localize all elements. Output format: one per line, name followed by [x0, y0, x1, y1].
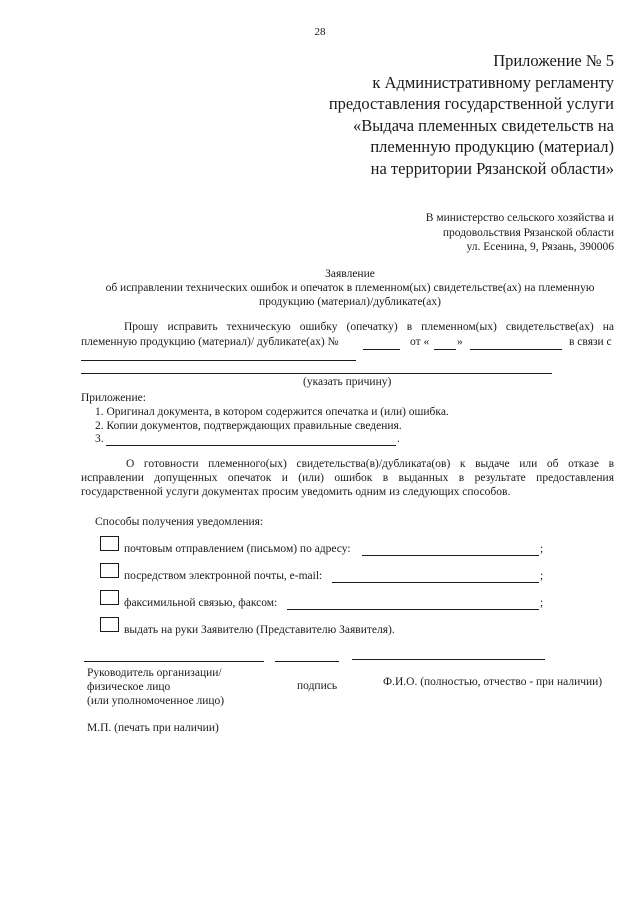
email-option-label: посредством электронной почты, e-mail: [124, 570, 323, 582]
methods-label: Способы получения уведомления: [95, 516, 264, 528]
full-name-line[interactable] [352, 659, 545, 660]
attachment-item: 3. [95, 433, 104, 445]
email-field[interactable] [332, 582, 539, 583]
date-quote-close: » [457, 336, 463, 348]
in-person-checkbox[interactable] [100, 617, 119, 632]
title-heading: Заявление [325, 268, 375, 280]
notification-line-3: государственной услуги документах просим уведомить одним из следующих способов. [81, 486, 511, 498]
fax-option-label: факсимильной связью, факсом: [124, 597, 278, 609]
request-line-1: Прошу исправить техническую ошибку (опечатку) в племенном(ых) свидетельстве(ах) на [124, 321, 614, 333]
in-connection-label: в связи с [569, 336, 612, 348]
head-label [87, 666, 224, 708]
fax-option-end: ; [540, 597, 544, 609]
addressee-block [426, 211, 614, 255]
in-person-option-label: выдать на руки Заявителю (Представителю Заявителя). [124, 624, 395, 636]
attachment-item: 1. Оригинал документа, в котором содержится опечатка и (или) ошибка. [95, 406, 449, 418]
stamp-label: М.П. (печать при наличии) [87, 722, 219, 734]
title-line: об исправлении технических ошибок и опечаток в племенном(ых) свидетельстве(ах) на племенную [105, 282, 595, 294]
attachment-label: Приложение: [81, 392, 146, 404]
request-line-2-text: племенную продукцию (материал)/ дубликате(ах) № [81, 336, 339, 348]
head-label-line: Руководитель организации/ [87, 667, 222, 679]
certificate-number-field[interactable] [363, 349, 400, 350]
head-label-line: физическое лицо [87, 681, 171, 693]
email-checkbox[interactable] [100, 563, 119, 578]
signature-line[interactable] [275, 661, 339, 662]
attachment-item: 2. Копии документов, подтверждающих правильные сведения. [95, 420, 402, 432]
page-number: 28 [314, 26, 326, 38]
email-option-end: ; [540, 570, 544, 582]
notification-line-1: О готовности племенного(ых) свидетельства(в)/дубликата(ов) к выдаче или об отказе в [126, 458, 614, 470]
postal-option-label: почтовым отправлением (письмом) по адресу: [124, 543, 351, 555]
reason-field[interactable] [81, 373, 552, 374]
addressee-line: В министерство сельского хозяйства и [425, 212, 614, 224]
date-day-field[interactable] [434, 349, 456, 350]
fax-checkbox[interactable] [100, 590, 119, 605]
appendix-line: племенную продукцию (материал) [370, 137, 614, 156]
date-month-year-field[interactable] [470, 349, 562, 350]
addressee-line: продовольствия Рязанской области [442, 226, 614, 239]
postal-checkbox[interactable] [100, 536, 119, 551]
notification-line-2: исправлении допущенных опечаток и (или) ошибок в выданных в результате предоставления [81, 472, 614, 484]
from-label: от « [410, 336, 430, 348]
head-label-line: (или уполномоченное лицо) [87, 695, 225, 707]
request-blank-line[interactable] [81, 360, 356, 361]
appendix-line: Приложение № 5 [493, 51, 614, 70]
appendix-line: предоставления государственной услуги [328, 94, 614, 113]
head-signature-line[interactable] [84, 661, 264, 662]
full-name-label: Ф.И.О. (полностью, отчество - при наличии) [383, 676, 603, 688]
appendix-line: на территории Рязанской области» [370, 158, 614, 178]
appendix-line: к Административному регламенту [372, 72, 614, 92]
attachment-3-field[interactable] [106, 445, 396, 446]
addressee-line: ул. Есенина, 9, Рязань, 390006 [466, 241, 614, 253]
appendix-header [329, 50, 614, 179]
fax-field[interactable] [287, 609, 539, 610]
appendix-line: «Выдача племенных свидетельств на [353, 115, 614, 135]
reason-caption: (указать причину) [303, 376, 392, 388]
attachment-3-end: . [397, 433, 400, 445]
title-line: продукцию (материал)/дубликате(ах) [259, 296, 441, 308]
signature-label: подпись [297, 680, 338, 692]
postal-option-end: ; [540, 543, 544, 555]
postal-address-field[interactable] [362, 555, 539, 556]
document-title [80, 267, 620, 309]
